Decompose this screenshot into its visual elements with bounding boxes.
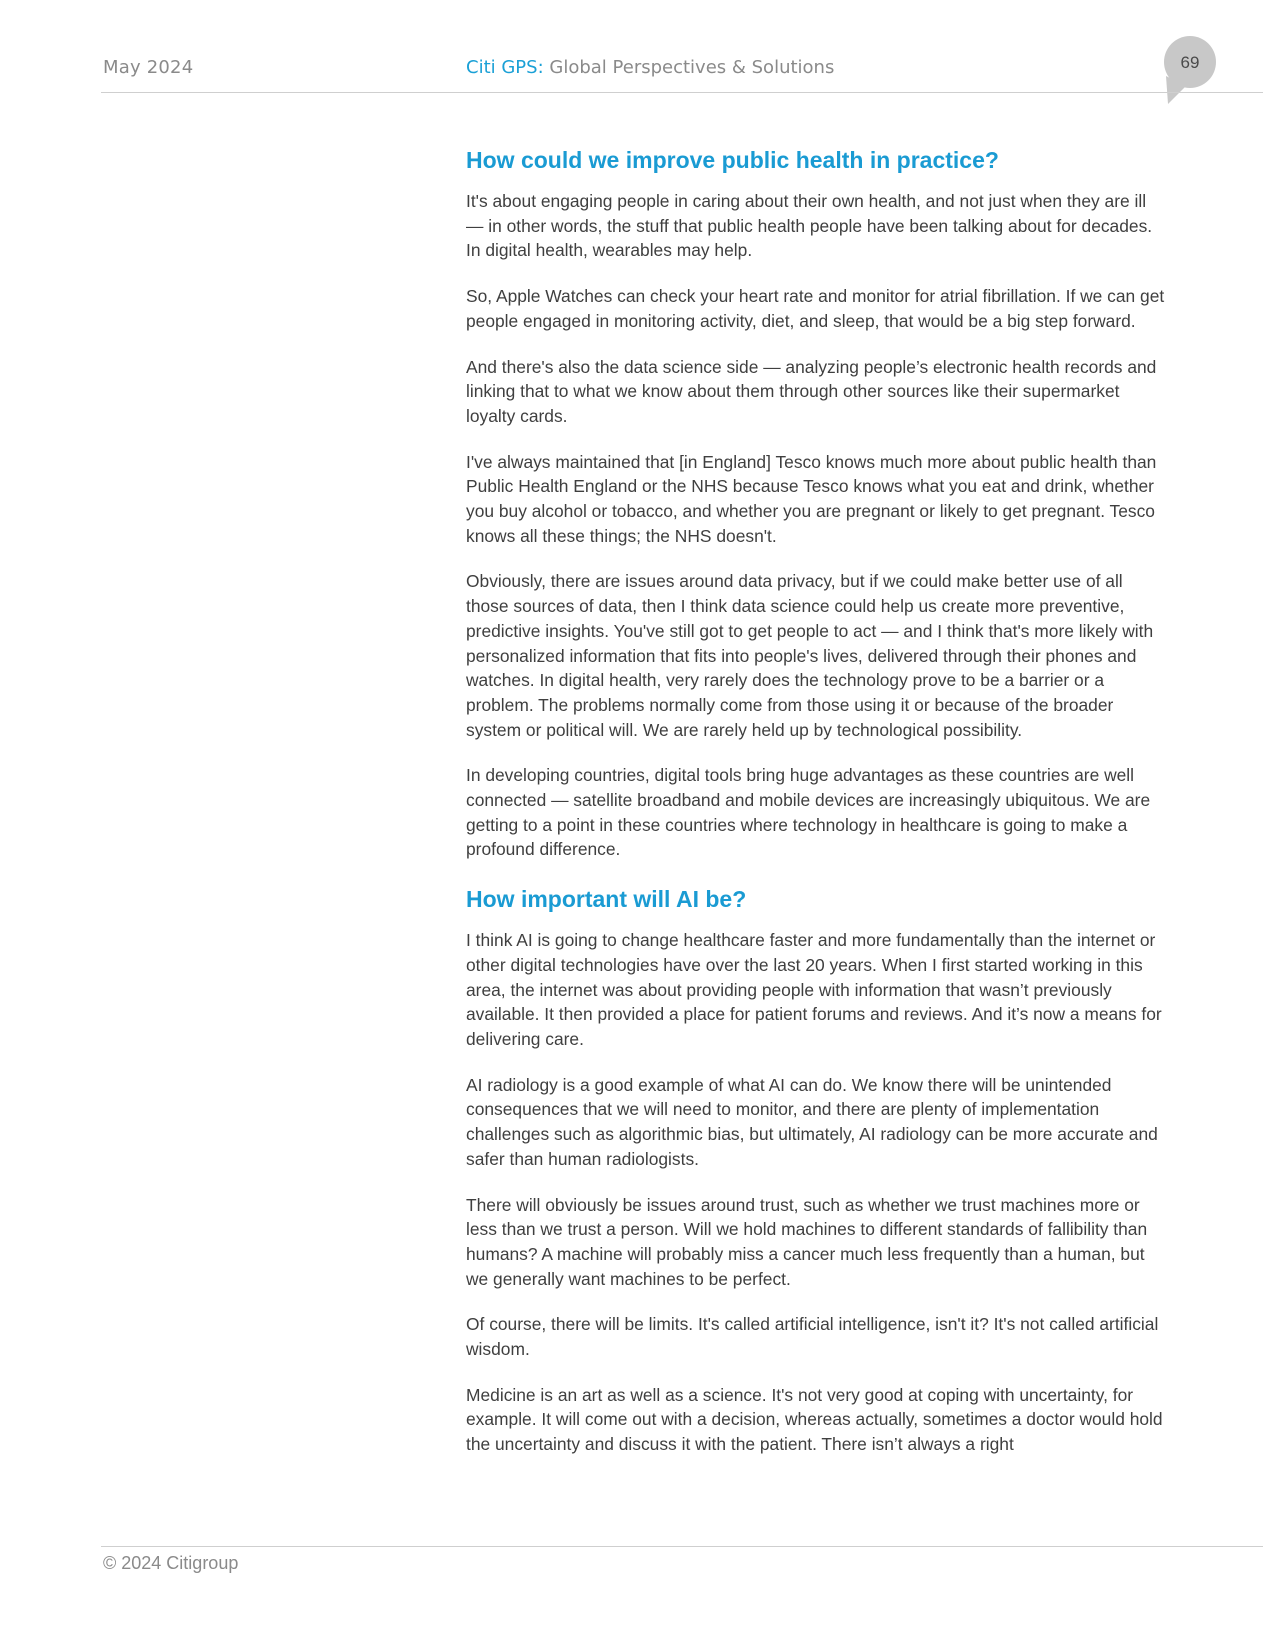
paragraph: Medicine is an art as well as a science. It's not very good at coping with uncertainty, for example. It will come out with a decision, whereas actually, sometimes a doctor would hold the uncertainty and discuss it with the patient. There isn’t always a right: [466, 1384, 1163, 1455]
section-heading-ai: How important will AI be?: [466, 886, 747, 913]
paragraph: It's about engaging people in caring about their own health, and not just when they are ill — in other words, the stuff that public health people have been talking about for decades. In digital health, wearables may help.: [466, 191, 1153, 261]
brand-tagline: Global Perspectives & Solutions: [549, 57, 835, 78]
paragraph: There will obviously be issues around trust, such as whether we trust machines more or less than we trust a person. Will we hold machines to different standards of fallibility than humans? A machine will probably miss a cancer much less frequently than a human, but we generally want machines to be perfect.: [466, 1194, 1148, 1289]
header-date: May 2024: [103, 57, 194, 78]
header-publication-title: [466, 57, 834, 78]
page-number-badge: [1162, 36, 1218, 108]
paragraph: And there's also the data science side — analyzing people’s electronic health records and linking that to what we know about them through other sources like their supermarket loyalty cards.: [466, 356, 1157, 426]
page-number: 69: [1180, 53, 1200, 72]
article-body: [466, 145, 1166, 1478]
paragraph: In developing countries, digital tools bring huge advantages as these countries are well connected — satellite broadband and mobile devices are increasingly ubiquitous. We are getting to a point in these countries where technology in healthcare is going to make a profound difference.: [466, 765, 1151, 860]
footer-divider: [101, 1546, 1263, 1547]
section-heading-public-health: How could we improve public health in practice?: [466, 147, 999, 173]
paragraph: I think AI is going to change healthcare faster and more fundamentally than the internet or other digital technologies have over the last 20 years. When I first started working in this area, the internet was about providing people with information that wasn’t previously available. It then provided a place for patient forums and reviews. And it’s now a means for delivering care.: [466, 930, 1162, 1049]
paragraph: I've always maintained that [in England] Tesco knows much more about public health than Public Health England or the NHS because Tesco knows what you eat and drink, whether you buy alcohol or tobacco, and whether you are pregnant or likely to get pregnant. Tesco knows all these things; the NHS doesn't.: [466, 451, 1157, 546]
footer-copyright: © 2024 Citigroup: [103, 1553, 239, 1573]
paragraph: Obviously, there are issues around data privacy, but if we could make better use of all those sources of data, then I think data science could help us create more preventive, predictive insights. You've still got to get people to act — and I think that's more likely with personalized information that fits into people's lives, delivered through their phones and watches. In digital health, very rarely does the technology prove to be a barrier or a problem. The problems normally come from those using it or because of the broader system or political will. We are rarely held up by technological possibility.: [466, 571, 1154, 740]
paragraph: So, Apple Watches can check your heart rate and monitor for atrial fibrillation. If we can get people engaged in monitoring activity, diet, and sleep, that would be a big step forward.: [466, 286, 1165, 331]
brand-name: Citi GPS:: [466, 57, 544, 78]
paragraph: AI radiology is a good example of what AI can do. We know there will be unintended consequences that we will need to monitor, and there are plenty of implementation challenges such as algorithmic bias, but ultimately, AI radiology can be more accurate and safer than human radiologists.: [466, 1074, 1158, 1169]
paragraph: Of course, there will be limits. It's called artificial intelligence, isn't it? It's not called artificial wisdom.: [466, 1314, 1159, 1360]
header-divider: [101, 92, 1263, 93]
